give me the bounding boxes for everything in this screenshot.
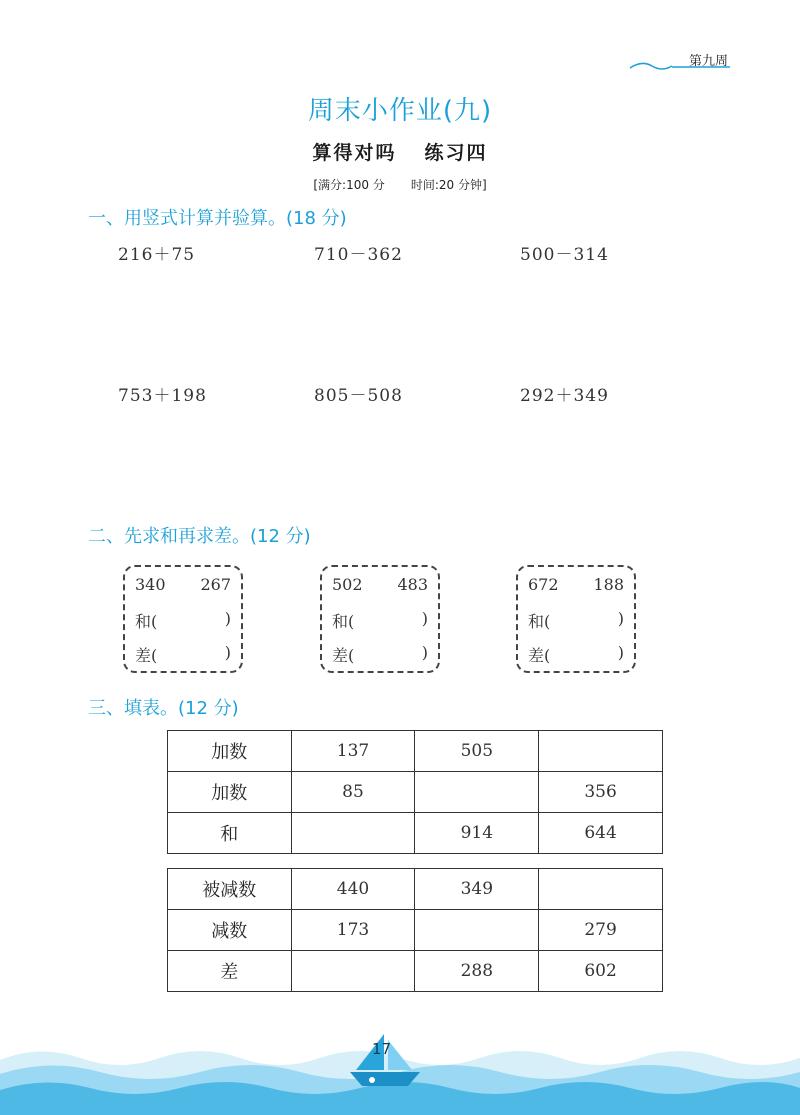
page-number: 17 <box>372 1040 392 1058</box>
table-cell: 137 <box>291 731 415 772</box>
diff-label: 差( <box>135 646 158 665</box>
problem-6: 292＋349 <box>520 386 609 406</box>
row-label: 和 <box>168 813 292 854</box>
table-cell: 279 <box>539 910 663 951</box>
table-cell: 505 <box>415 731 539 772</box>
time-limit: 时间:20 分钟] <box>410 178 487 192</box>
table-cell: 356 <box>539 772 663 813</box>
problem-2: 710－362 <box>314 245 403 265</box>
close-paren: ) <box>617 643 624 662</box>
diff-label: 差( <box>332 646 355 665</box>
table-cell: 349 <box>415 869 539 910</box>
addition-table <box>167 730 663 854</box>
sum-diff-box <box>516 565 636 673</box>
table-row <box>168 869 663 910</box>
row-label: 减数 <box>168 910 292 951</box>
table-row <box>168 772 663 813</box>
problem-4: 753＋198 <box>118 386 207 406</box>
sum-label: 和( <box>332 612 355 631</box>
row-label: 差 <box>168 951 292 992</box>
number-a: 672 <box>528 575 559 594</box>
diff-label: 差( <box>528 646 551 665</box>
table-cell <box>539 869 663 910</box>
subtitle-left: 算得对吗 <box>312 142 397 164</box>
table-cell <box>539 731 663 772</box>
table-row <box>168 813 663 854</box>
close-paren: ) <box>224 643 231 662</box>
sum-label: 和( <box>135 612 158 631</box>
week-decoration-line <box>628 58 732 72</box>
problem-1: 216＋75 <box>118 245 196 265</box>
close-paren: ) <box>421 609 428 628</box>
row-label: 被减数 <box>168 869 292 910</box>
table-cell <box>415 772 539 813</box>
row-label: 加数 <box>168 731 292 772</box>
close-paren: ) <box>421 643 428 662</box>
table-cell: 644 <box>539 813 663 854</box>
table-cell: 440 <box>291 869 415 910</box>
number-a: 340 <box>135 575 166 594</box>
subtitle-right: 练习四 <box>424 142 488 164</box>
section2-title: 二、先求和再求差。(12 分) <box>88 526 311 547</box>
full-score: [满分:100 分 <box>313 178 385 192</box>
sum-diff-box <box>123 565 243 673</box>
number-b: 188 <box>593 575 624 594</box>
table-row <box>168 951 663 992</box>
number-b: 267 <box>200 575 231 594</box>
section1-title: 一、用竖式计算并验算。(18 分) <box>88 208 347 229</box>
table-cell: 602 <box>539 951 663 992</box>
table-row <box>168 731 663 772</box>
page-title: 周末小作业(九) <box>307 96 493 126</box>
score-time-info <box>0 176 800 193</box>
section3-title: 三、填表。(12 分) <box>88 698 239 719</box>
table-cell <box>291 951 415 992</box>
page-subtitle <box>0 138 800 165</box>
subtraction-table <box>167 868 663 992</box>
table-cell <box>291 813 415 854</box>
number-a: 502 <box>332 575 363 594</box>
table-cell: 914 <box>415 813 539 854</box>
table-cell: 85 <box>291 772 415 813</box>
sum-label: 和( <box>528 612 551 631</box>
table-row <box>168 910 663 951</box>
table-cell: 173 <box>291 910 415 951</box>
table-cell: 288 <box>415 951 539 992</box>
sum-diff-box <box>320 565 440 673</box>
row-label: 加数 <box>168 772 292 813</box>
table-cell <box>415 910 539 951</box>
close-paren: ) <box>617 609 624 628</box>
number-b: 483 <box>397 575 428 594</box>
problem-3: 500－314 <box>520 245 609 265</box>
problem-5: 805－508 <box>314 386 403 406</box>
close-paren: ) <box>224 609 231 628</box>
week-label: 第九周 <box>688 54 728 69</box>
footer-waves-illustration <box>0 1030 800 1115</box>
